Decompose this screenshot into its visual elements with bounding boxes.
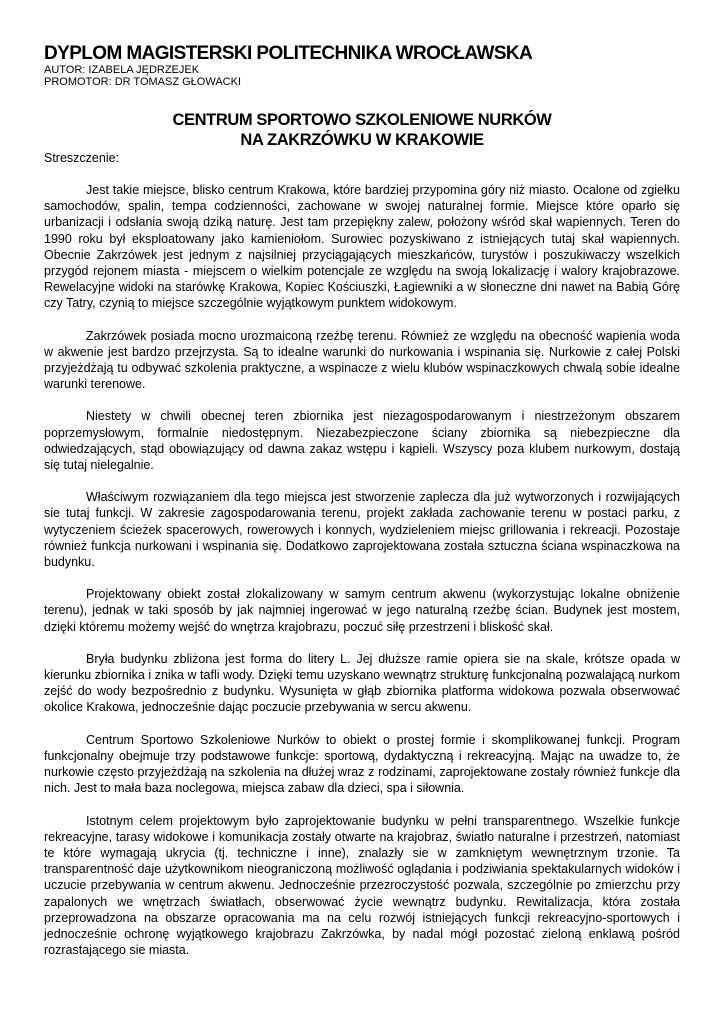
paragraph: Jest takie miejsce, blisko centrum Krakowa, które bardziej przypomina góry niż miasto. Ocalone od zgiełku samochodów, spalin, tempa codzienności, zachowane w swojej naturalnej formie. Miejsce które oparło się urbanizacji i odsłania swoją dziką naturę. Jest tam przepiękny zalew, położony wśród skał wapiennych. Teren do 1990 roku był eksploatowany jako kamieniołom. Surowiec pozyskiwano z istniejących tutaj skał wapiennych. Obecnie Zakrzówek jest jednym z najsilniej przyciągających mieszkańców, turystów i poszukiwaczy wszelkich przygód rejonem miasta - miejscem o wielkim potencjale ze względu na swoją lokalizację i walory krajobrazowe. Rewelacyjne widoki na starówkę Krakowa, Kopiec Kościuszki, Łagiewniki a w słoneczne dni nawet na Babią Górę czy Tatry, czynią to miejsce szczególnie wyjątkowym punktem widokowym. — [44, 183, 680, 311]
abstract-body — [44, 182, 680, 958]
document-header — [44, 44, 680, 88]
paragraph: Bryła budynku zbliżona jest forma do litery L. Jej dłuższe ramie opiera sie na skale, krótsze opada w kierunku zbiornika i znika w tafli wody. Dzięki temu uzyskano wewnątrz strukturę funkcjonalną pozwalającą nurkom zejść do wody bezpośrednio z budynku. Wysunięta w głąb zbiornika platforma widokowa pozwala obserwować okolice Krakowa, jednocześnie dając poczucie przebywania w sercu akwenu. — [44, 651, 680, 715]
paragraph: Projektowany obiekt został zlokalizowany w samym centrum akwenu (wykorzystując lokalne obniżenie terenu), jednak w taki sposób by jak najmniej ingerować w jego naturalną rzeźbę ścian. Budynek jest mostem, dzięki któremu możemy wejść do wnętrza krajobrazu, poczuć siłę przestrzeni i bliskość skał. — [44, 587, 680, 634]
document-subtitle: NA ZAKRZÓWKU W KRAKOWIE — [240, 131, 484, 149]
paragraph: Właściwym rozwiązaniem dla tego miejsca jest stworzenie zaplecza dla już wytworzonych i rozwijających sie tutaj funkcji. W zakresie zagospodarowania terenu, projekt zakłada zachowanie terenu w postaci parku, z wytyczeniem ścieżek spacerowych, rowerowych i konnych, wydzieleniem miejsc grillowania i rekreacji. Pozostaje również funkcja nurkowani i wspinania się. Dodatkowo zaprojektowana została sztuczna ściana wspinaczkowa na budynku. — [44, 490, 680, 570]
paragraph: Zakrzówek posiada mocno urozmaiconą rzeźbę terenu. Również ze względu na obecność wapienia woda w akwenie jest bardzo przejrzysta. Są to idealne warunki do nurkowania i wspinania się. Nurkowie z całej Polski przyjeżdżają tu odbywać szkolenia praktyczne, a wspinacze z wielu klubów wspinaczkowych chwalą sobie idealne warunki terenowe. — [44, 328, 680, 392]
paragraph: Centrum Sportowo Szkoleniowe Nurków to obiekt o prostej formie i skomplikowanej funkcji. Program funkcjonalny obejmuje trzy podstawowe funkcje: sportową, dydaktyczną i rekreacyjną. Mając na uwadze to, że nurkowie często przyjeżdżają na szkolenia na dłużej wraz z rodzinami, zaprojektowane zostały również funkcje dla nich. Jest to mała baza noclegowa, miejsca zabaw dla dzieci, spa i siłownia. — [44, 732, 680, 796]
paragraph: Istotnym celem projektowym było zaprojektowanie budynku w pełni transparentnego. Wszelkie funkcje rekreacyjne, tarasy widokowe i komunikacja zostały otwarte na krajobraz, światło naturalne i przestrzeń, natomiast te które wymagają ukrycia (tj. techniczne i inne), znalazły sie w zamkniętym wewnętrznym trzonie. Ta transparentność daje użytkownikom nieograniczoną możliwość oglądania i podziwiania spektakularnych widoków i uczucie przebywania w centrum akwenu. Jednocześnie przezroczystość pozwala, szczególnie po zmierzchu przy zapalonych we wnętrzach światłach, obserwować życie wewnątrz budynku. Rewitalizacja, która została przeprowadzona na obszarze opracowania ma na celu rozwój istniejących funkcji rekreacyjno-sportowych i jednocześnie ochronę wyjątkowego krajobrazu Zakrzówka, by nadal mógł pozostać zieloną enklawą pośród rozrastającego sie miasta. — [44, 813, 680, 958]
header-promotor: PROMOTOR: DR TOMASZ GŁOWACKI — [44, 76, 242, 88]
document-title: CENTRUM SPORTOWO SZKOLENIOWE NURKÓW — [172, 111, 552, 129]
paragraph: Niestety w chwili obecnej teren zbiornika jest niezagospodarowanym i niestrzeżonym obszarem poprzemysłowym, formalnie niedostępnym. Niezabezpieczone ściany zbiornika są niebezpieczne dla odwiedzających, stąd obowiązujący od dawna zakaz wstępu i kąpieli. Wszyscy poza klubem nurkowym, dostają się tutaj nielegalnie. — [44, 409, 680, 473]
header-title: DYPLOM MAGISTERSKI POLITECHNIKA WROCŁAWSKA — [44, 43, 533, 64]
abstract-label: Streszczenie: — [44, 151, 120, 165]
header-author: AUTOR: IZABELA JĘDRZEJEK — [44, 64, 200, 76]
